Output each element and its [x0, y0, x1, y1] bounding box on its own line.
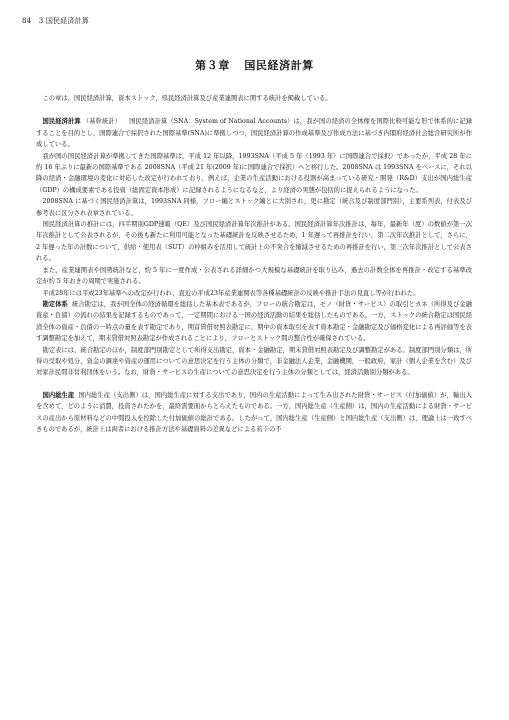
accounts-paragraph: 勘定表には，統合勘定のほか，制度部門別勘定として所得支出勘定，資本・金融勘定，期末貸借対照表勘定及び調整勘定がある。制度部門別分類は，所得の受取や処分，資金の調達や資産の運用についての意思決定を行う主体の分類で，非金融法人企業，金融機関，一般政府，家計（個人企業を含む）及び対家計民間非営利団体をいう。なお，財貨・サービスの生産についての意思決定を行う主体の分類としては，経済活動別分類がある。: [36, 346, 472, 377]
running-header: [22, 16, 89, 26]
sna-paragraph: 我が国の国民経済計算が準拠してきた国際基準は，平成 12 年以降，1993SNA（平成 5 年（1993 年）に国際連合で採択）であったが，平成 28 年に約 16 年ぶりに最新の国際基準である 2008SNA（平成 21 年(2009 年)に国際連合で採択）へと移行した。2008SNA は 1993SNA をベースに，それ以降の経済・金融環境の変化に対応した改定が行われており，例えば，企業の生産活動における役割が高まっている研究・開発（R&D）支出が国内総生産（GDP）の構成要素である投資（総固定資本形成）に記録されるようになるなど，より経済の実態が包括的に捉えられるようになった。: [36, 152, 472, 194]
sna-lead-paragraph: [36, 116, 472, 150]
term-sna-category: （基幹統計）: [82, 118, 122, 126]
sna-paragraph: 2008SNA に基づく国民経済計算は，1993SNA 同様，フロー編とストック編とに大別され，更に勘定（統合及び制度部門別），主要系列表，付表及び参考表に区分され表章されている。: [36, 198, 472, 217]
sna-paragraph: 平成28年には平成23年基準への改定が行われ，直近の平成23年産業連関表等各種基礎統計の反映や推計手法の見直し等が行われた。: [42, 289, 420, 297]
gdp-paragraph: [36, 390, 472, 436]
accounts-paragraph: [36, 299, 472, 345]
accounts-text: 統合勘定は，我が国全体の経済循環を総括した基本表であるが，フローの統合勘定は，モノ（財貨・サービス）の取引とカネ（所得及び金融資産・負債）の流れの結果を記録するものであって，一定期間における一国の経済活動の結果を総括したものである。一方，ストックの統合勘定は国民経済全体の資産・負債の一時点の量を表す勘定であり，期首貸借対照表勘定に，期中の資本取引を表す資本勘定・金融勘定及び価格変化による再評価等を表す調整勘定を加えて，期末貸借対照表勘定が作成されることにより，フローとストック間の整合性が確保されている。: [36, 300, 472, 343]
body-text: [36, 93, 472, 435]
sna-lead-text: 国民経済計算（SNA：System of National Accounts）は，我が国の経済の全体像を国際比較可能な形で体系的に記録することを目的とし，国際連合で採択された国際基準(SNA)に準拠しつつ，国民経済計算の作成基準及び作成方法に基づき内閣府経済社会総合研究所が作成している。: [36, 118, 473, 149]
gdp-text: 国内総生産（支出側）は，国内総生産に対する支出であり，国内の生産活動によって生み出された財貨・サービス（付加価値）が，輸出入を含めて，どのように消費，投資されたかを，最終需要面からとらえたものである。一方，国内総生産（生産側）は，国内の生産活動による財貨・サービスの産出から原材料などの中間投入を控除した付加価値の総計である。したがって，国内総生産（生産側）と国内総生産（支出側）は，理論上は一致すべきものであるが，統計上は両者における推計方法や基礎資料の差異などによる若干の不: [36, 391, 473, 433]
running-header-section: 3 国民経済計算: [38, 17, 90, 25]
sna-paragraph: 国民経済計算の推計には，四半期別GDP速報（QE）及び国民経済計算年次推計がある。国民経済計算年次推計は，毎年，最新年（度）の数値が第一次年次推計として公表されるが，その後も新たに利用可能となった基礎統計を反映させるため，1 年遅って再推計を行い，第二次年次推計として，さらに，2 年遅った年の計数について，供給・使用表（SUT）の枠組みを活用して統計上の不突合を縮減させるための再推計を行い，第三次年次推計として公表される。: [36, 221, 472, 263]
chapter-title: [0, 57, 509, 73]
term-sna: 国民経済計算: [42, 118, 81, 126]
chapter-number: 第３章: [195, 59, 230, 72]
sna-paragraph: また，産業連関表や国勢統計など，約 5 年に一度作成・公表される詳細かつ大規模な基礎統計を取り込み，過去の計数全体を再推計・改定する基準改定が約 5 年おきの周期で実施される。: [36, 266, 472, 286]
chapter-name: 国民経済計算: [244, 59, 314, 72]
intro-paragraph: この章は，国民経済計算，資本ストック，県民経済計算及び産業連関表に関する統計を掲載している。: [42, 95, 332, 102]
term-accounts: 勘定体系: [42, 300, 68, 308]
page-number: 84: [22, 17, 32, 25]
term-gdp: 国内総生産: [42, 391, 75, 399]
